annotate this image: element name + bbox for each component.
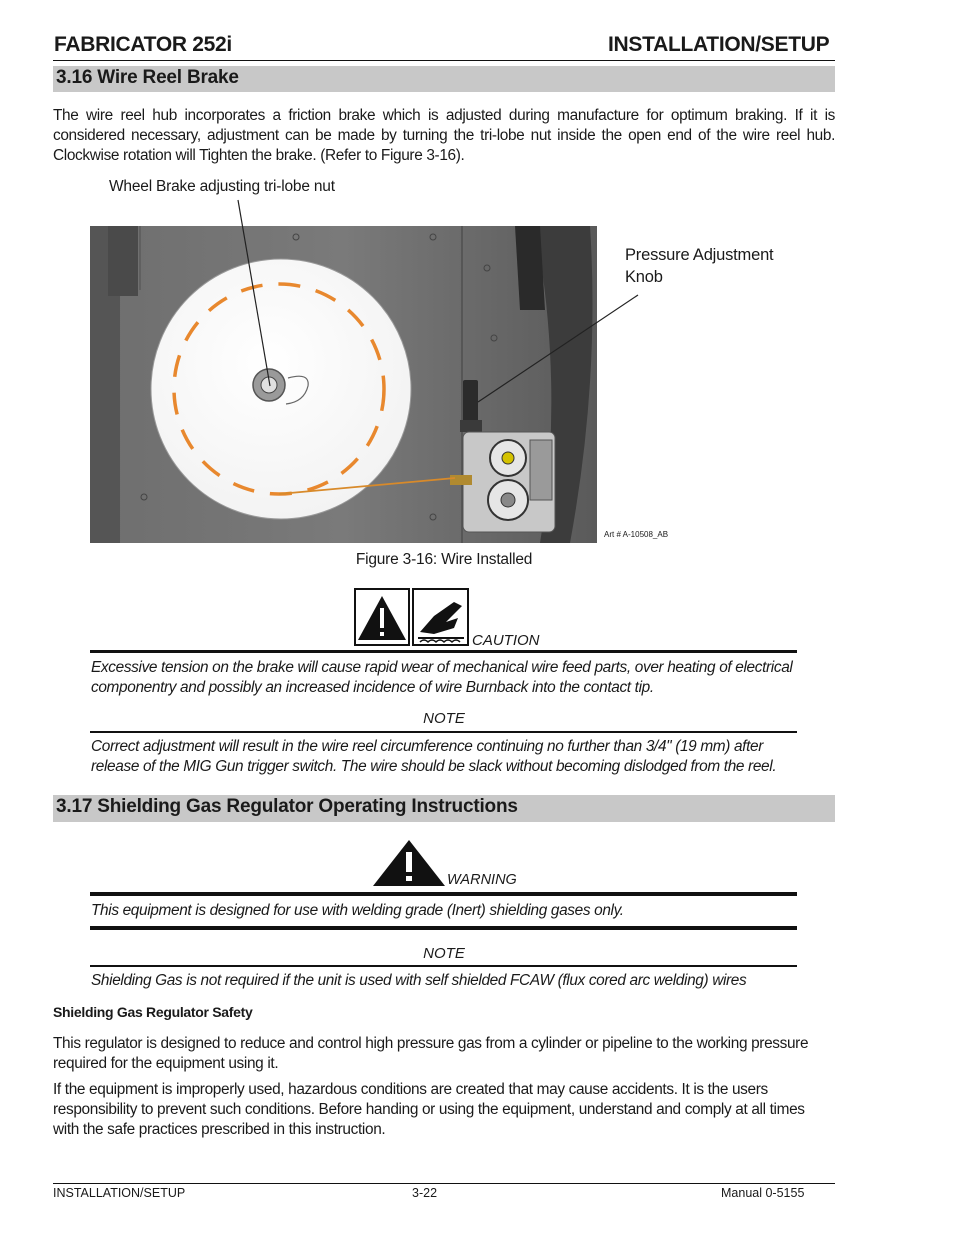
caution-label: CAUTION [472,632,540,649]
section-317-heading-bar [53,795,835,822]
warning-label: WARNING [447,872,517,888]
footer-rule [53,1183,835,1184]
note-316-text: Correct adjustment will result in the wire reel circumference continuing no further than 3/4" (19 mm) after release of the MIG Gun trigger switch. The wire should be slack without becoming dislodged from the reel. [91,738,777,775]
figure-label-pressure-knob-line2: Knob [625,268,663,286]
header-chapter-title: INSTALLATION/SETUP [608,33,830,56]
section-316-title: 3.16 Wire Reel Brake [56,67,239,88]
section-316-paragraph: The wire reel hub incorporates a friction brake which is adjusted during manufacture for optimum braking. If it is considered necessary, adjustment can be made by turning the tri-lobe nut inside the open end of the wire reel hub. Clockwise rotation will Tighten the brake. (Refer to Figure 3-16). [53,107,835,164]
note-316-top-rule [90,731,797,733]
warning-bottom-rule [90,926,797,930]
footer-chapter: INSTALLATION/SETUP [53,1186,186,1200]
regulator-paragraph-1: This regulator is designed to reduce and control high pressure gas from a cylinder or pipeline to the working pressure required for the equipment using it. [53,1035,809,1072]
section-317-title: 3.17 Shielding Gas Regulator Operating Instructions [56,796,518,817]
footer-page-number: 3-22 [412,1186,438,1200]
header-product-name: FABRICATOR 252i [54,33,232,56]
pressure-adjustment-knob [463,380,478,422]
wire-installed-figure [0,0,954,560]
subheading-regulator-safety: Shielding Gas Regulator Safety [53,1004,253,1020]
warning-top-rule [90,892,797,896]
note-317-label: NOTE [423,945,465,962]
note-317-top-rule [90,965,797,967]
figure-art-number: Art # A-10508_AB [604,530,669,539]
warning-text: This equipment is designed for use with welding grade (Inert) shielding gases only. [91,902,624,919]
caution-icons [354,588,470,646]
footer-manual-number: Manual 0-5155 [721,1186,805,1200]
figure-label-pressure-knob-line1: Pressure Adjustment [625,246,774,264]
figure-caption: Figure 3-16: Wire Installed [355,551,533,568]
regulator-paragraph-2: If the equipment is improperly used, hazardous conditions are created that may cause accidents. It is the users responsibility to prevent such conditions. Before handing or using the equipment, understand and comply at all times with the safe practices prescribed in this instruction. [53,1081,805,1138]
caution-text: Excessive tension on the brake will cause rapid wear of mechanical wire feed parts, over heating of electrical componentry and possibly an increased incidence of wire Burnback into the contact tip. [91,659,793,696]
warning-triangle-icon [371,838,447,888]
note-317-text: Shielding Gas is not required if the unit is used with self shielded FCAW (flux cored arc welding) wires [91,972,747,989]
caution-top-rule [90,650,797,653]
note-316-label: NOTE [423,710,465,727]
figure-label-tri-lobe-nut: Wheel Brake adjusting tri-lobe nut [109,178,335,195]
